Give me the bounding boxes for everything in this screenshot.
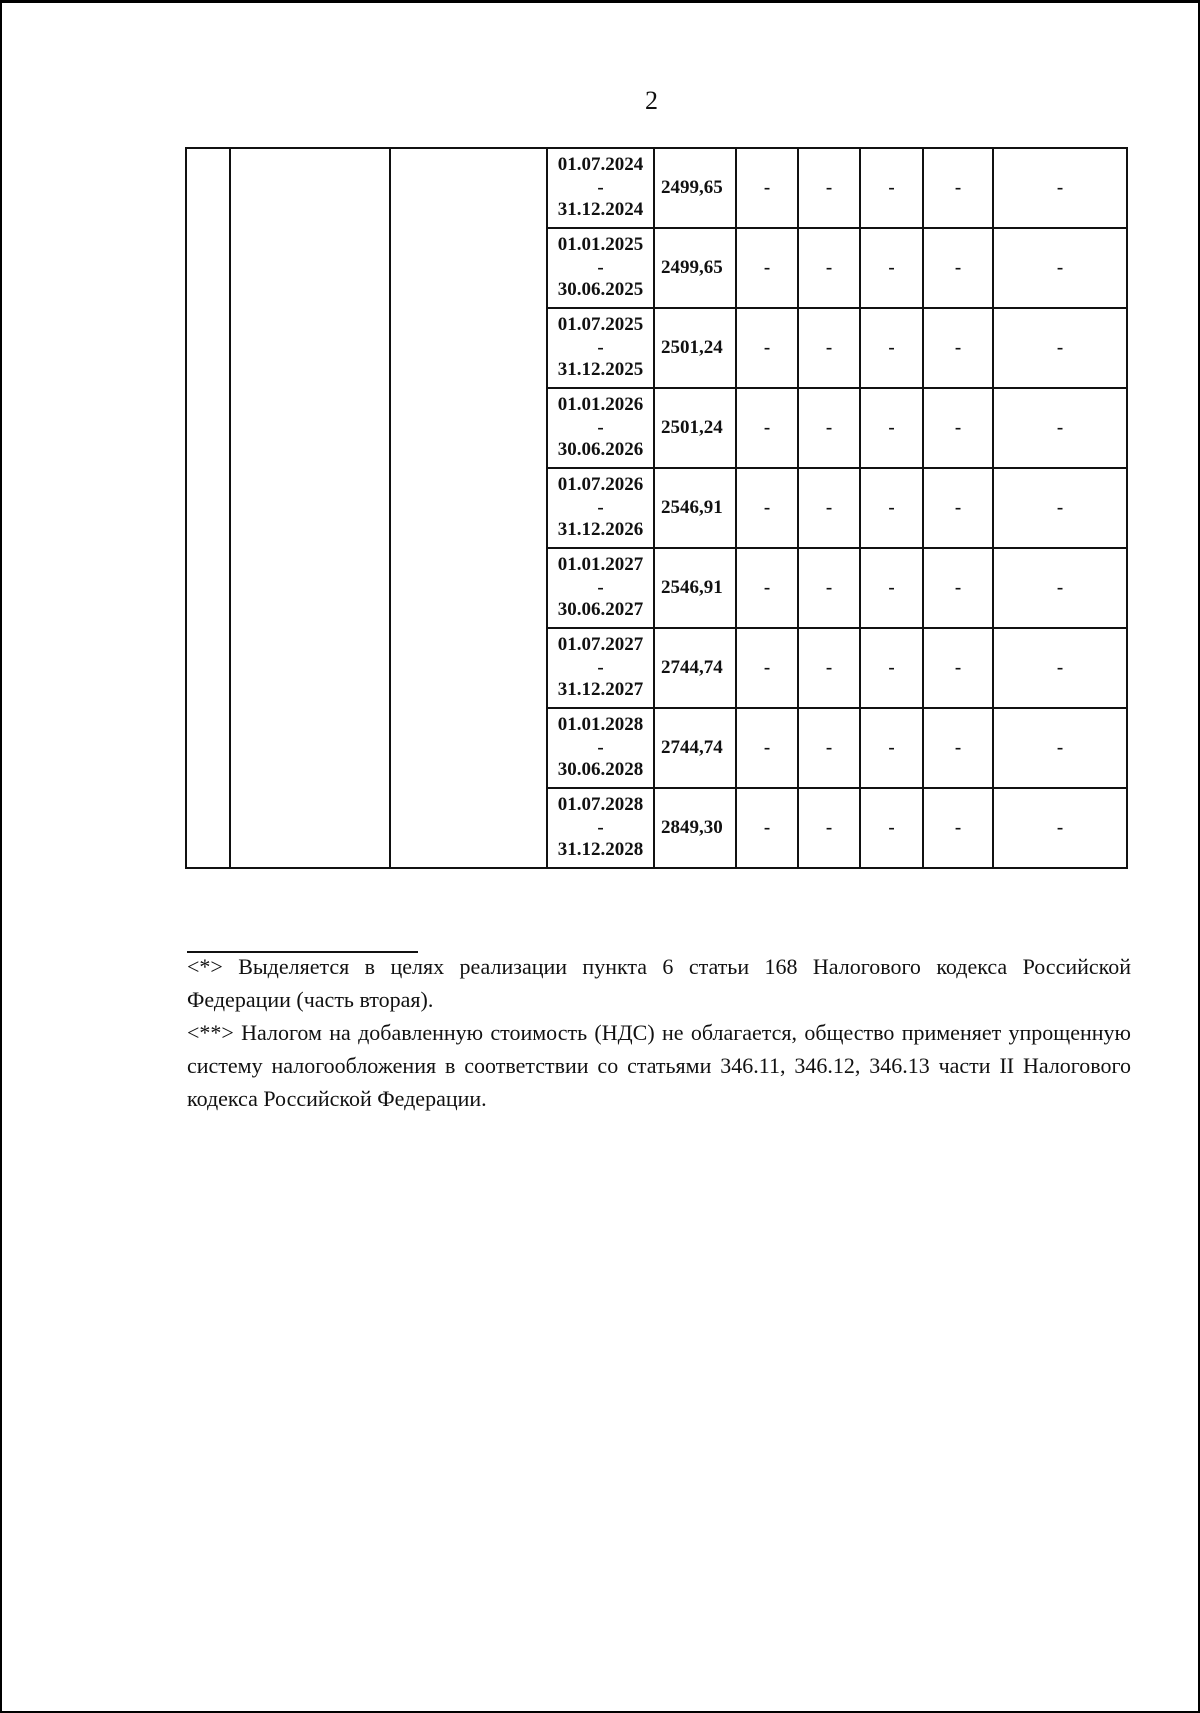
table-cell-number-empty [186,148,230,868]
dash-value: - [1056,736,1064,758]
dash-cell [860,308,923,388]
dash-value: - [888,816,895,838]
dash-cell [923,388,993,468]
tariff-table-body [186,148,1127,868]
dash-cell [993,228,1127,308]
table-cell-service-empty [390,148,547,868]
period-end: 30.06.2026 [557,439,644,461]
period-start: 01.07.2024 [557,153,644,175]
period-cell [547,148,654,228]
dash-cell [736,788,798,868]
table-cell-org-empty [230,148,390,868]
dash-value: - [888,656,895,678]
dash-value: - [825,416,833,438]
period-start: 01.07.2025 [557,313,644,335]
period-cell [547,628,654,708]
dash-value: - [888,736,895,758]
period-start: 01.01.2025 [557,233,644,255]
period-cell [547,708,654,788]
dash-value: - [763,176,771,198]
period-cell [547,548,654,628]
period-start: 01.07.2027 [557,633,644,655]
dash-value: - [763,496,771,518]
dash-value: - [888,496,895,518]
period-separator: - [597,496,604,518]
dash-cell [993,788,1127,868]
period-end: 31.12.2027 [557,679,644,701]
period-start: 01.07.2026 [557,473,644,495]
dash-value: - [825,816,833,838]
dash-cell [923,628,993,708]
dash-cell [860,548,923,628]
dash-cell [798,708,860,788]
dash-cell [736,708,798,788]
period-separator: - [597,576,604,598]
dash-value: - [1056,816,1064,838]
dash-value: - [763,656,771,678]
period-start: 01.07.2028 [557,793,644,815]
dash-cell [798,628,860,708]
dash-value: - [763,256,771,278]
dash-cell [798,228,860,308]
dash-cell [860,788,923,868]
dash-value: - [763,816,771,838]
period-separator: - [597,336,604,358]
tariff-value: 2849,30 [654,788,736,868]
dash-value: - [954,256,962,278]
dash-value: - [954,336,962,358]
dash-cell [923,468,993,548]
dash-value: - [888,256,895,278]
dash-cell [736,548,798,628]
dash-cell [923,788,993,868]
dash-value: - [954,496,962,518]
dash-cell [993,468,1127,548]
dash-cell [993,308,1127,388]
scan-border-left [0,0,2,1713]
dash-value: - [954,656,962,678]
tariff-value: 2546,91 [654,548,736,628]
period-cell [547,228,654,308]
dash-cell [798,548,860,628]
footnote-vat-exempt: <**> Налогом на добавленную стоимость (НДС) не облагается, общество применяет упрощенную систему налогообложения в соответствии со статьями 346.11, 346.12, 346.13 части II Налогового кодекса Российской Федерации. [187,1020,1131,1111]
tariff-value: 2744,74 [654,708,736,788]
dash-value: - [763,576,771,598]
dash-value: - [1056,496,1064,518]
dash-cell [993,388,1127,468]
period-end: 30.06.2025 [557,279,644,301]
period-end: 30.06.2027 [557,599,644,621]
page-number: 2 [645,86,658,115]
tariff-value: 2744,74 [654,628,736,708]
dash-cell [860,388,923,468]
dash-cell [798,308,860,388]
dash-value: - [825,256,833,278]
period-end: 31.12.2028 [557,839,644,861]
period-cell [547,388,654,468]
dash-value: - [954,416,962,438]
footnotes [187,950,1131,1115]
period-separator: - [597,816,604,838]
table-row [186,148,1127,228]
dash-value: - [1056,416,1064,438]
dash-value: - [954,736,962,758]
tariff-value: 2501,24 [654,308,736,388]
dash-value: - [763,336,771,358]
dash-cell [993,628,1127,708]
dash-value: - [888,416,895,438]
dash-value: - [763,416,771,438]
dash-value: - [825,656,833,678]
period-start: 01.01.2026 [557,393,644,415]
period-start: 01.01.2028 [557,713,644,735]
period-cell [547,308,654,388]
tariff-table [185,147,1128,869]
period-end: 31.12.2024 [557,199,644,221]
tariff-value: 2499,65 [654,148,736,228]
dash-cell [923,548,993,628]
dash-cell [736,468,798,548]
dash-value: - [825,176,833,198]
dash-value: - [825,496,833,518]
dash-cell [798,388,860,468]
tariff-value: 2501,24 [654,388,736,468]
dash-value: - [954,576,962,598]
dash-value: - [1056,256,1064,278]
dash-cell [860,628,923,708]
period-separator: - [597,736,604,758]
dash-cell [736,388,798,468]
dash-value: - [954,816,962,838]
dash-value: - [888,176,895,198]
period-separator: - [597,176,604,198]
dash-cell [798,468,860,548]
dash-value: - [1056,656,1064,678]
period-end: 30.06.2028 [557,759,644,781]
dash-cell [798,148,860,228]
tariff-value: 2546,91 [654,468,736,548]
dash-cell [923,708,993,788]
period-end: 31.12.2025 [557,359,644,381]
period-separator: - [597,656,604,678]
dash-cell [923,308,993,388]
dash-cell [993,548,1127,628]
dash-cell [923,228,993,308]
dash-cell [736,228,798,308]
period-separator: - [597,256,604,278]
dash-value: - [1056,336,1064,358]
period-end: 31.12.2026 [557,519,644,541]
dash-value: - [888,336,895,358]
dash-cell [736,308,798,388]
dash-cell [736,628,798,708]
scan-border-top [0,0,1200,3]
dash-value: - [825,336,833,358]
dash-cell [993,148,1127,228]
dash-cell [860,148,923,228]
dash-value: - [825,576,833,598]
dash-cell [860,708,923,788]
dash-cell [860,228,923,308]
footnote-vat-allocation: <*> Выделяется в целях реализации пункта 6 статьи 168 Налогового кодекса Российской Федерации (часть вторая). [187,954,1131,1012]
period-start: 01.01.2027 [557,553,644,575]
dash-value: - [954,176,962,198]
dash-value: - [1056,176,1064,198]
dash-value: - [763,736,771,758]
dash-value: - [888,576,895,598]
tariff-value: 2499,65 [654,228,736,308]
period-cell [547,468,654,548]
dash-value: - [1056,576,1064,598]
dash-cell [923,148,993,228]
dash-cell [736,148,798,228]
dash-cell [993,708,1127,788]
dash-cell [860,468,923,548]
period-cell [547,788,654,868]
period-separator: - [597,416,604,438]
dash-cell [798,788,860,868]
dash-value: - [825,736,833,758]
